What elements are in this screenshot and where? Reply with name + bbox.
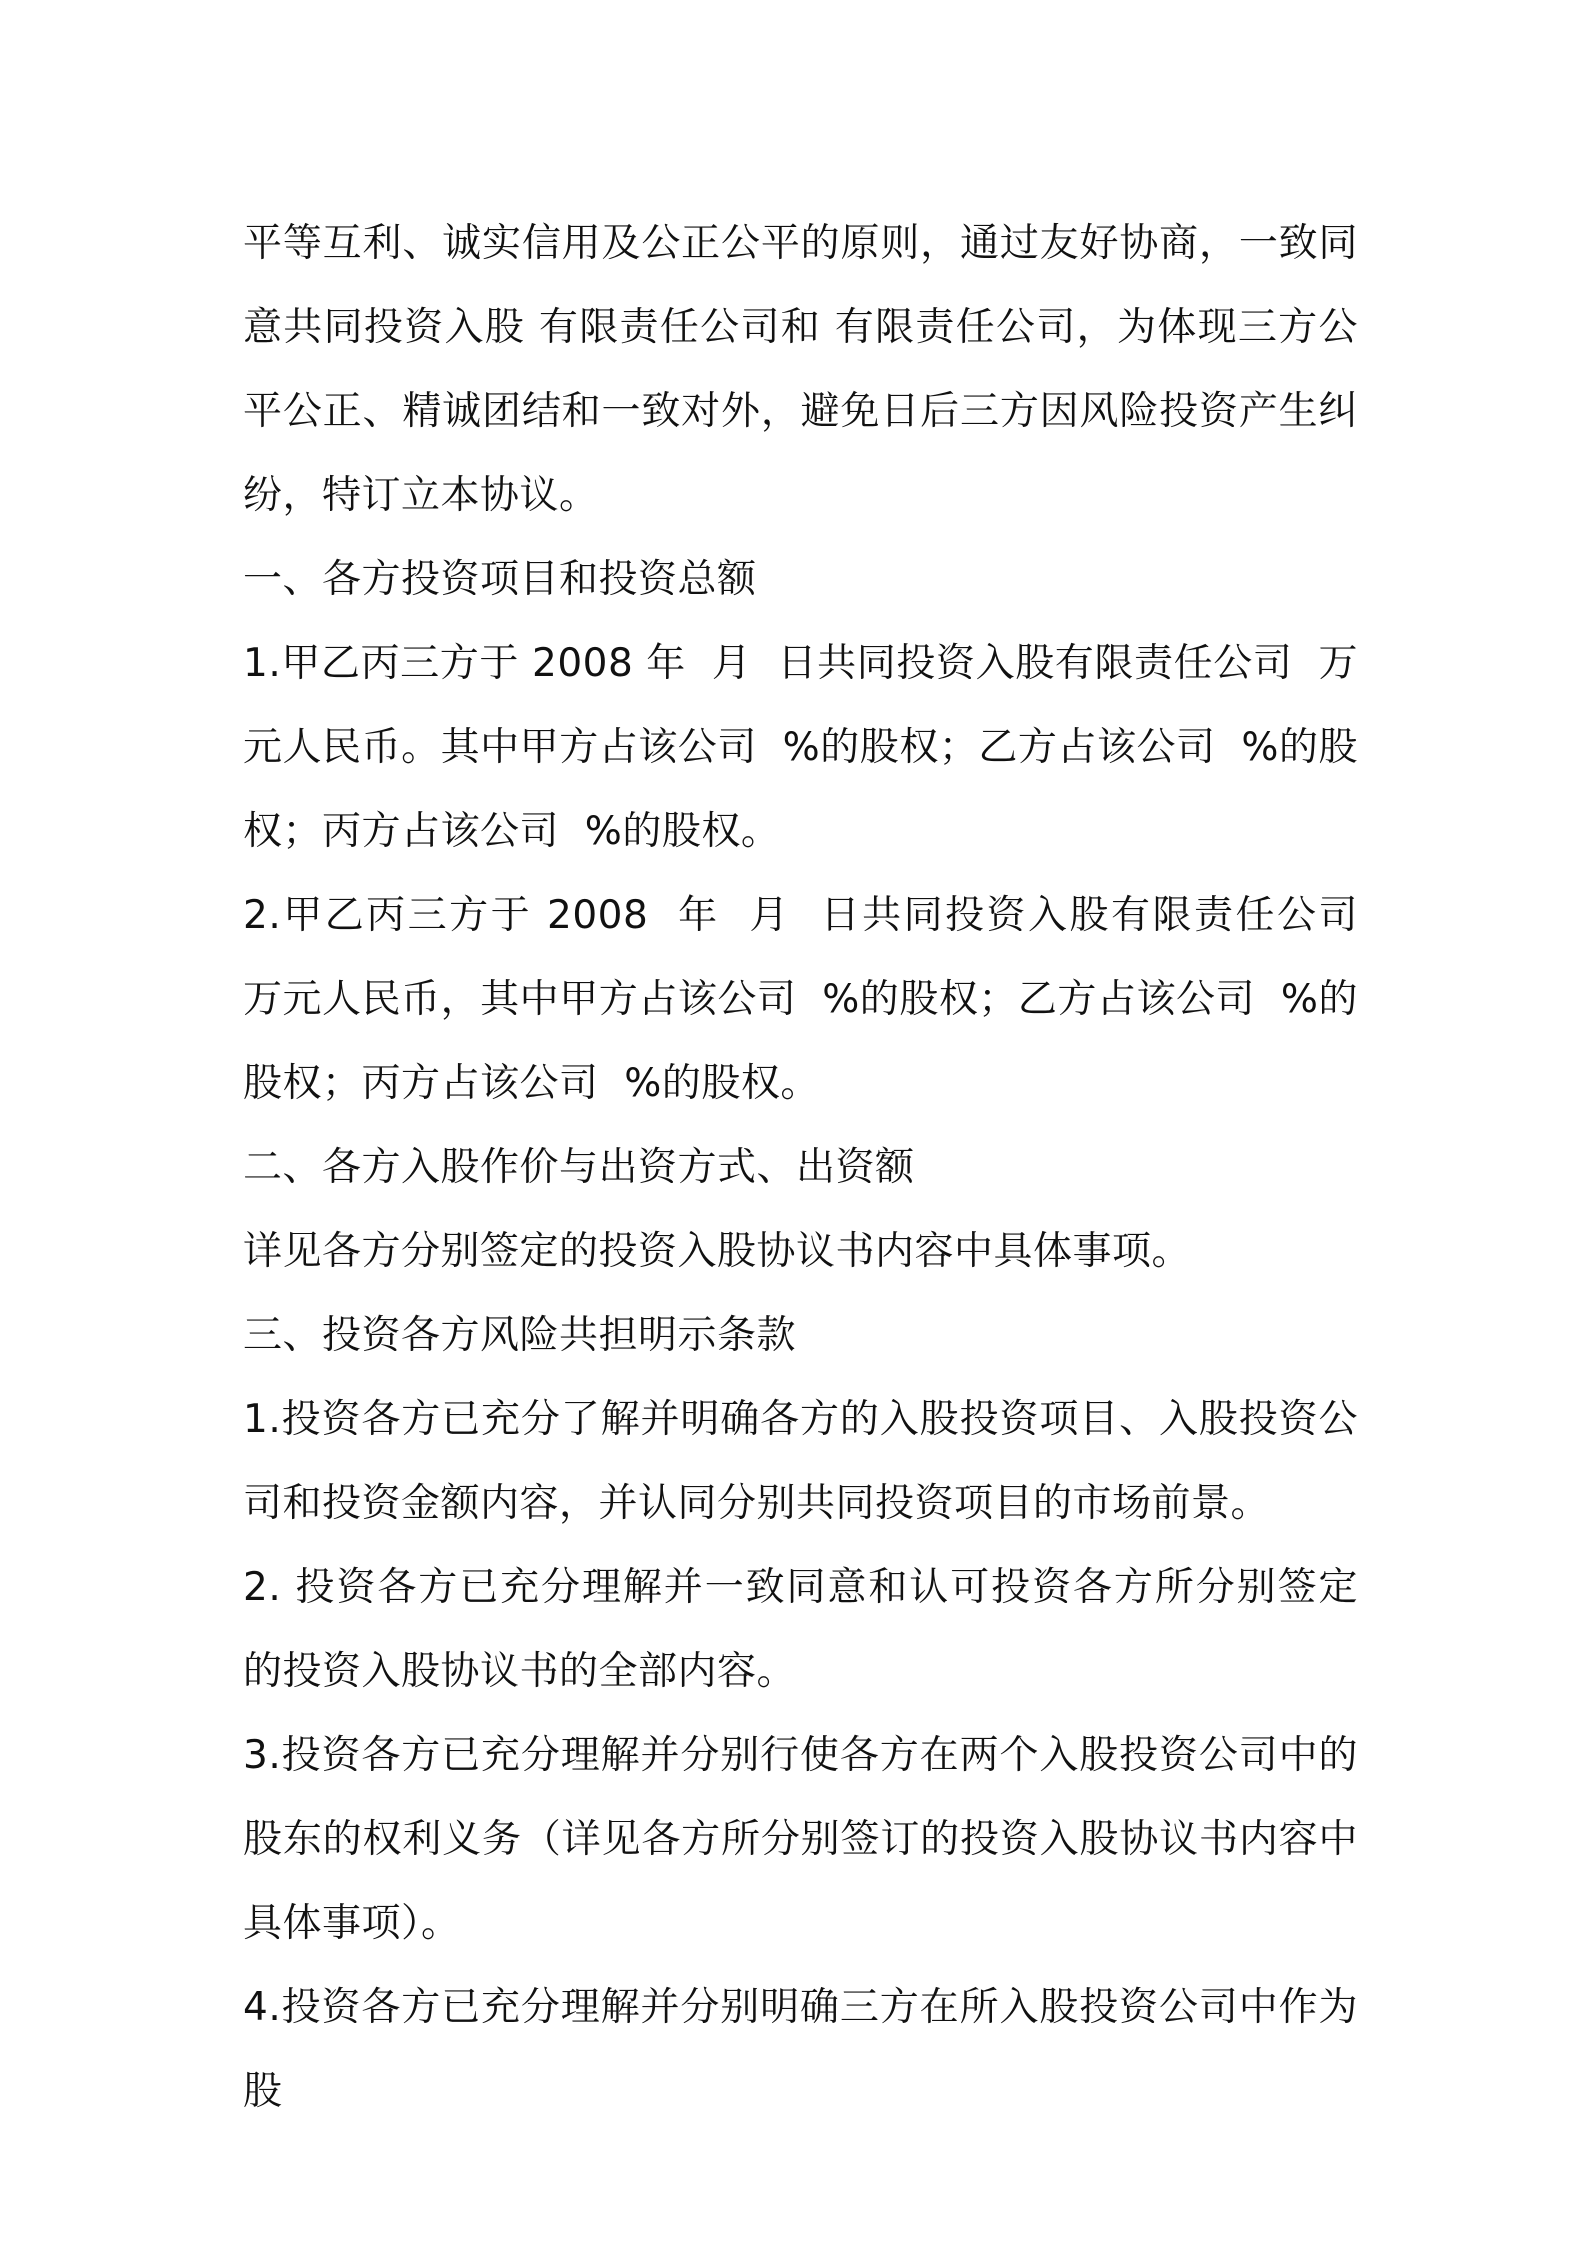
section-2-body: 详见各方分别签定的投资入股协议书内容中具体事项。 (243, 1229, 1192, 1274)
section-heading-1: 一、各方投资项目和投资总额 (243, 557, 757, 602)
clause-1-2: 2.甲乙丙三方于 2008 年 月 日共同投资入股有限责任公司 万元人民币，其中甲方占该公司 %的股权；乙方占该公司 %的股权；丙方占该公司 %的股权。 (243, 893, 1384, 1106)
intro-paragraph: 平等互利、诚实信用及公正公平的原则，通过友好协商，一致同意共同投资入股 有限责任公司和 有限责任公司，为体现三方公平公正、精诚团结和一致对外，避免日后三方因风险投资产生纠纷，特订立本协议。 (243, 221, 1358, 518)
clause-3-2: 2. 投资各方已充分理解并一致同意和认可投资各方所分别签定的投资入股协议书的全部内容。 (243, 1565, 1358, 1694)
document-body (243, 202, 1384, 2134)
section-heading-3: 三、投资各方风险共担明示条款 (243, 1313, 797, 1358)
clause-3-4: 4.投资各方已充分理解并分别明确三方在所入股投资公司中作为股 (243, 1985, 1358, 2114)
section-heading-2: 二、各方入股作价与出资方式、出资额 (243, 1145, 915, 1190)
clause-3-3: 3.投资各方已充分理解并分别行使各方在两个入股投资公司中的股东的权利义务（详见各方所分别签订的投资入股协议书内容中具体事项）。 (243, 1733, 1358, 1946)
clause-3-1: 1.投资各方已充分了解并明确各方的入股投资项目、入股投资公司和投资金额内容，并认同分别共同投资项目的市场前景。 (243, 1397, 1358, 1526)
clause-1-1: 1.甲乙丙三方于 2008 年 月 日共同投资入股有限责任公司 万元人民币。其中甲方占该公司 %的股权；乙方占该公司 %的股权；丙方占该公司 %的股权。 (243, 641, 1358, 854)
